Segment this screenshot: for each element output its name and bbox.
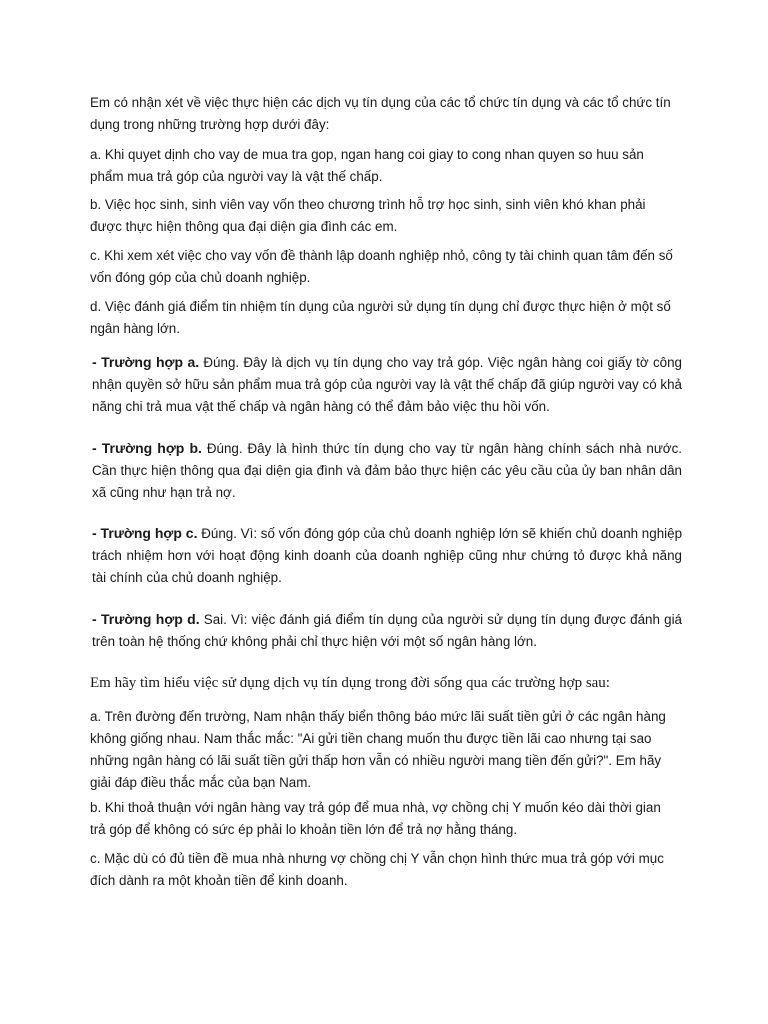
question2-intro: Em hãy tìm hiểu việc sử dụng dịch vụ tín dụng trong đời sống qua các trường hợp sau: bbox=[90, 675, 610, 691]
answer-d-text: Sai. Vì: việc đánh giá điểm tín dụng của người sử dụng tín dụng được đánh giá trên toàn hệ thống chứ không phải chỉ thực hiện với một số ngân hàng lớn. bbox=[92, 612, 682, 649]
question2-item-c: c. Mặc dù có đủ tiền đề mua nhà nhưng vợ chồng chị Y vẫn chọn hình thức mua trả góp với mục đích dành ra một khoản tiền để kinh doanh. bbox=[90, 851, 664, 888]
question1-intro: Em có nhận xét về việc thực hiện các dịch vụ tín dụng của các tổ chức tín dụng và các tổ chức tín dụng trong những trường hợp dưới đây: bbox=[90, 95, 671, 132]
answer-c-text: Đúng. Vì: số vốn đóng góp của chủ doanh nghiệp lớn sẽ khiến chủ doanh nghiệp trách nhiệm hơn với hoạt động kinh doanh của doanh nghiệp cũng như chứng tỏ được khả năng tài chính của chủ doanh nghiệp. bbox=[92, 526, 683, 585]
question1-item-d: d. Việc đánh giá điểm tin nhiệm tín dụng của người sử dụng tín dụng chỉ được thực hiện ở một số ngân hàng lớn. bbox=[90, 299, 671, 336]
answer-b-text: Đúng. Đây là hình thức tín dụng cho vay từ ngân hàng chính sách nhà nước. Cần thực hiện thông qua đại diện gia đình và đảm bảo thực hiện các yêu cầu của ủy ban nhân dân xã cũng như hạn trả nợ. bbox=[92, 441, 682, 500]
answer-a bbox=[92, 351, 682, 418]
answer-d-label: - Trường hợp d. bbox=[92, 611, 200, 627]
question1-item-a: a. Khi quyet dịnh cho vay de mua tra gop, ngan hang coi giay to cong nhan quyen so huu sản phẩm mua trả góp của người vay là vật thế chấp. bbox=[90, 147, 644, 184]
answer-a-label: - Trường hợp a. bbox=[92, 354, 200, 370]
answer-d bbox=[92, 608, 682, 653]
question1-item-c: c. Khi xem xét việc cho vay vốn đề thành lập doanh nghiệp nhỏ, công ty tài chinh quan tâm đến số vốn đóng góp của chủ doanh nghiệp. bbox=[90, 248, 673, 285]
answer-b-label: - Trường hợp b. bbox=[92, 440, 202, 456]
answer-b bbox=[92, 437, 682, 504]
answer-c-label: - Trường hợp c. bbox=[92, 525, 198, 541]
question2-item-b: b. Khi thoả thuận với ngân hàng vay trả góp để mua nhà, vợ chồng chị Y muốn kéo dài thời gian trả góp để không có sức ép phải lo khoản tiền lớn để trả nợ hằng tháng. bbox=[90, 800, 661, 837]
question1-item-b: b. Việc học sinh, sinh viên vay vốn theo chương trình hỗ trợ học sinh, sinh viên khó khan phải được thực hiện thông qua đại diện gia đình các em. bbox=[90, 197, 646, 234]
answer-a-text: Đúng. Đây là dịch vụ tín dụng cho vay trả góp. Việc ngân hàng coi giấy tờ công nhận quyền sở hữu sản phẩm mua trả góp của người vay là vật thế chấp đã giúp người vay có khả năng chi trả mua vật thế chấp và ngân hàng có thể đảm bảo việc thu hồi vốn. bbox=[92, 355, 682, 414]
answer-c bbox=[92, 522, 682, 589]
question2-item-a: a. Trên đường đến trường, Nam nhận thấy biển thông báo mức lãi suất tiền gửi ở các ngân hàng không giống nhau. Nam thắc mắc: "Ai gửi tiền chang muốn thu được tiền lãi cao nhưng tại sao những ngân hàng có lãi suất tiền gửi thấp hơn vẫn có nhiều người mang tiền đến gửi?". Em hãy giải đáp điều thắc mắc của bạn Nam. bbox=[90, 709, 666, 790]
